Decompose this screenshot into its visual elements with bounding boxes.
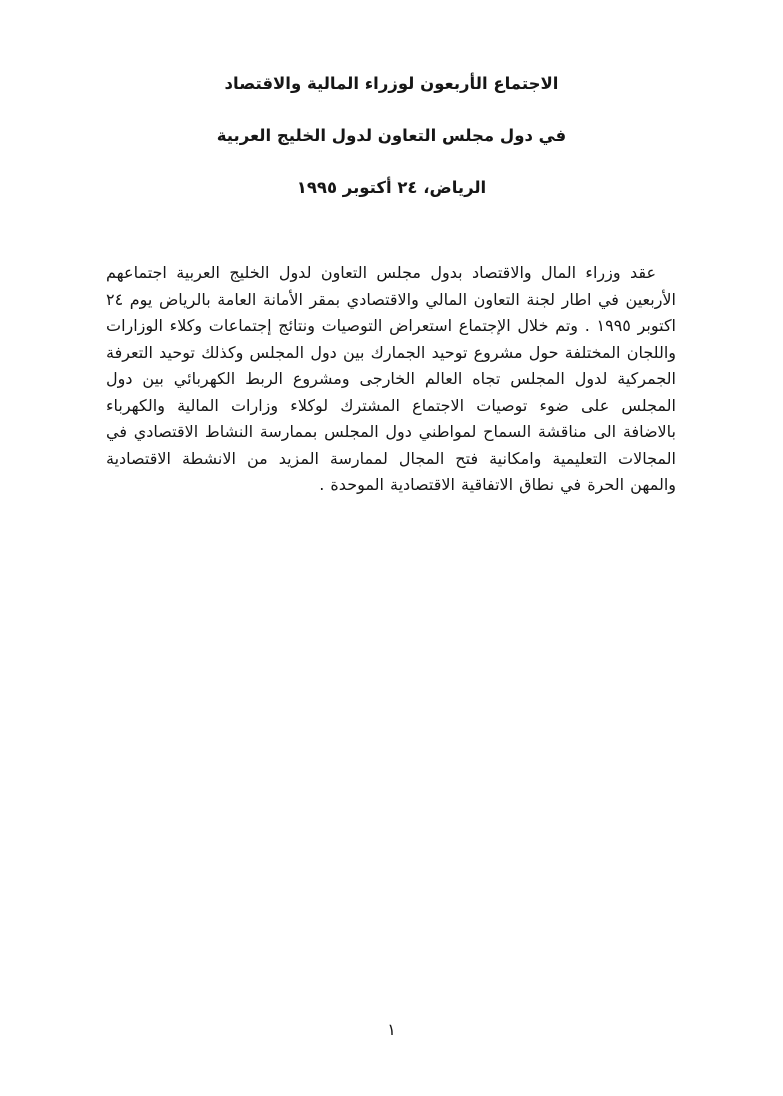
title-organization: في دول مجلس التعاون لدول الخليج العربية (216, 126, 567, 145)
body-paragraph: عقد وزراء المال والاقتصاد بدول مجلس التعاون لدول الخليج العربية اجتماعهم الأربعين في اطار لجنة التعاون المالي والاقتصادي بمقر الأمانة العامة بالرياض يوم ٢٤ اكتوبر ١٩٩٥ . وتم خلال الإجتماع استعراض التوصيات ونتائج إجتماعات وكلاء الوزارات واللجان المختلفة حول مشروع توحيد الجمارك بين دول المجلس وكذلك توحيد التعرفة الجمركية لدول المجلس تجاه العالم الخارجى ومشروع الربط الكهربائي بين دول المجلس على ضوء توصيات الاجتماع المشترك لوكلاء وزارات المالية والكهرباء بالاضافة الى مناقشة السماح لمواطني دول المجلس بممارسة النشاط الاقتصادي في المجالات التعليمية وامكانية فتح المجال لممارسة المزيد من الانشطة الاقتصادية والمهن الحرة في نطاق الاتفاقية الاقتصادية الموحدة . (106, 263, 677, 494)
page-number: ١ (387, 1020, 396, 1039)
title-meeting-name: الاجتماع الأربعون لوزراء المالية والاقتصاد (224, 74, 559, 93)
document-title-block (0, 74, 783, 230)
page-footer (0, 1020, 783, 1039)
title-place-date: الرياض، ٢٤ أكتوبر ١٩٩٥ (296, 178, 487, 197)
